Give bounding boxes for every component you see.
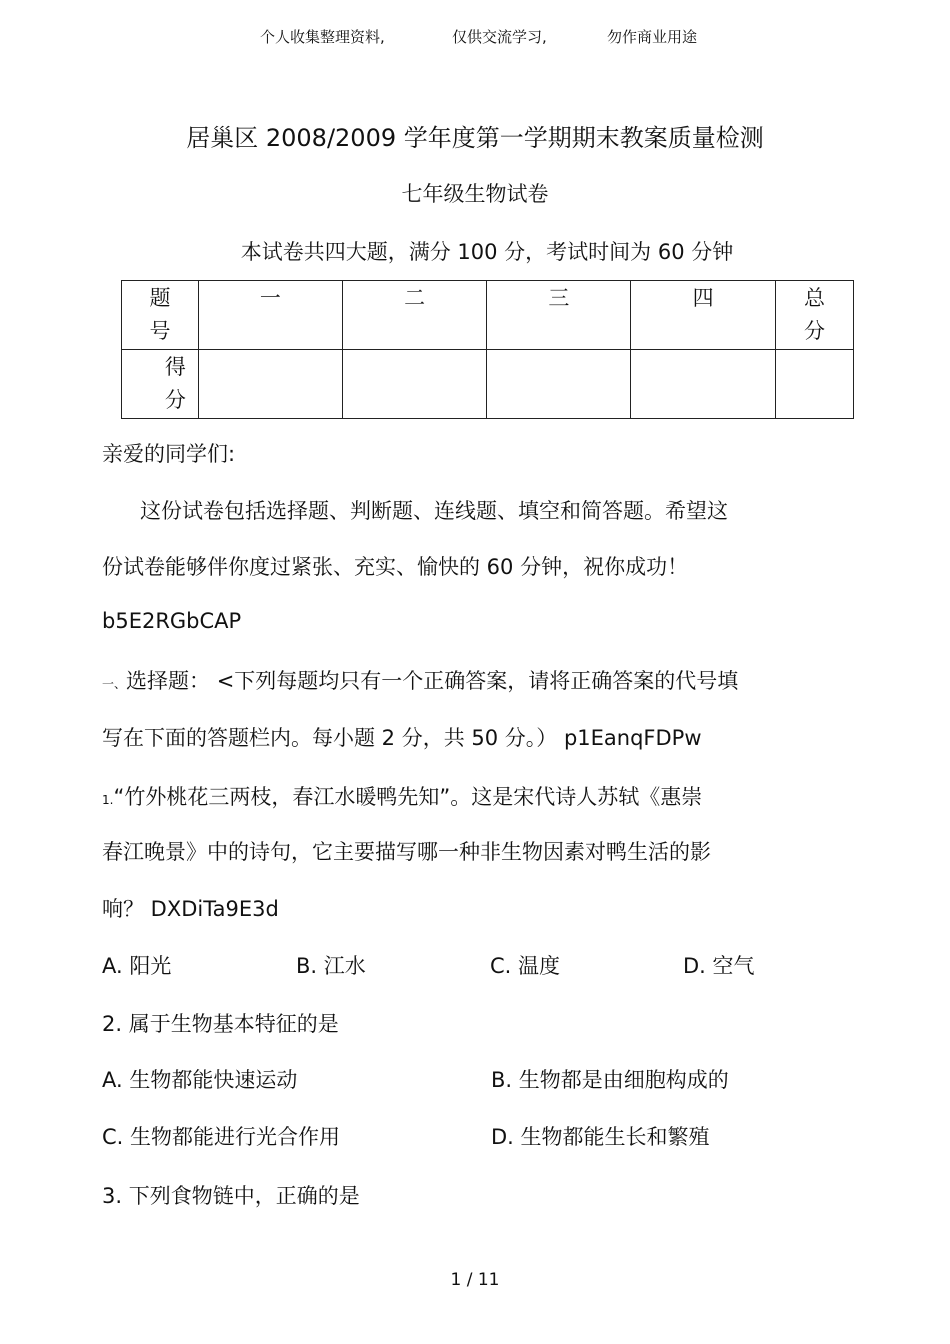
question-2: 2. 属于生物基本特征的是 — [102, 1012, 339, 1036]
page-number: 1 / 11 — [450, 1270, 500, 1290]
section-1-line-1: 选择题： <下列每题均只有一个正确答案，请将正确答案的代号填 — [126, 669, 739, 693]
question-1-line-1 — [102, 781, 702, 811]
score-table-cell: 得 分 — [122, 350, 199, 419]
greeting: 亲爱的同学们: — [102, 442, 236, 466]
score-input-cell[interactable] — [342, 350, 487, 419]
score-input-cell[interactable] — [487, 350, 631, 419]
header-note-1: 个人收集整理资料, — [260, 28, 385, 46]
q1-option-d: D. 空气 — [683, 954, 755, 978]
exam-note: 本试卷共四大题，满分 100 分，考试时间为 60 分钟 — [240, 240, 734, 264]
score-table-cell: 三 — [487, 281, 631, 350]
score-table-cell: 二 — [342, 281, 487, 350]
code-text: b5E2RGbCAP — [102, 609, 242, 633]
score-input-cell[interactable] — [631, 350, 776, 419]
q1-option-a: A. 阳光 — [102, 954, 172, 978]
intro-line-1: 这份试卷包括选择题、判断题、连线题、填空和简答题。希望这 — [140, 499, 728, 523]
question-1-line-3: 响？ DXDiTa9E3d — [102, 897, 279, 921]
score-table-score-row — [122, 350, 854, 419]
section-1-heading — [102, 665, 738, 695]
score-table-cell: 题 号 — [122, 281, 199, 350]
q2-option-c: C. 生物都能进行光合作用 — [102, 1125, 341, 1149]
header-note-2: 仅供交流学习, — [452, 28, 547, 46]
q1-option-b: B. 江水 — [296, 954, 366, 978]
score-table-cell: 一 — [198, 281, 342, 350]
score-table-cell: 总 分 — [776, 281, 854, 350]
question-number: 1. — [102, 793, 114, 807]
score-input-cell[interactable] — [776, 350, 854, 419]
score-input-cell[interactable] — [198, 350, 342, 419]
section-number: 一、 — [102, 677, 127, 691]
score-table-cell: 四 — [631, 281, 776, 350]
question-3: 3. 下列食物链中，正确的是 — [102, 1184, 360, 1208]
exam-title: 居巢区 2008/2009 学年度第一学期期末教案质量检测 — [186, 124, 764, 152]
intro-line-2: 份试卷能够伴你度过紧张、充实、愉快的 60 分钟，祝你成功！ — [102, 555, 689, 579]
section-1-line-2: 写在下面的答题栏内。每小题 2 分，共 50 分。） p1EanqFDPw — [102, 726, 702, 750]
q2-option-b: B. 生物都是由细胞构成的 — [491, 1068, 729, 1092]
q2-option-a: A. 生物都能快速运动 — [102, 1068, 298, 1092]
question-1-line-2: 春江晚景》中的诗句，它主要描写哪一种非生物因素对鸭生活的影 — [102, 840, 711, 864]
question-1-text: “竹外桃花三两枝，春江水暖鸭先知”。这是宋代诗人苏轼《惠崇 — [113, 785, 703, 809]
q2-option-d: D. 生物都能生长和繁殖 — [491, 1125, 710, 1149]
score-table — [121, 280, 854, 419]
exam-subtitle: 七年级生物试卷 — [401, 182, 549, 206]
score-table-header-row — [122, 281, 854, 350]
header-note-3: 勿作商业用途 — [607, 28, 698, 46]
q1-option-c: C. 温度 — [490, 954, 561, 978]
